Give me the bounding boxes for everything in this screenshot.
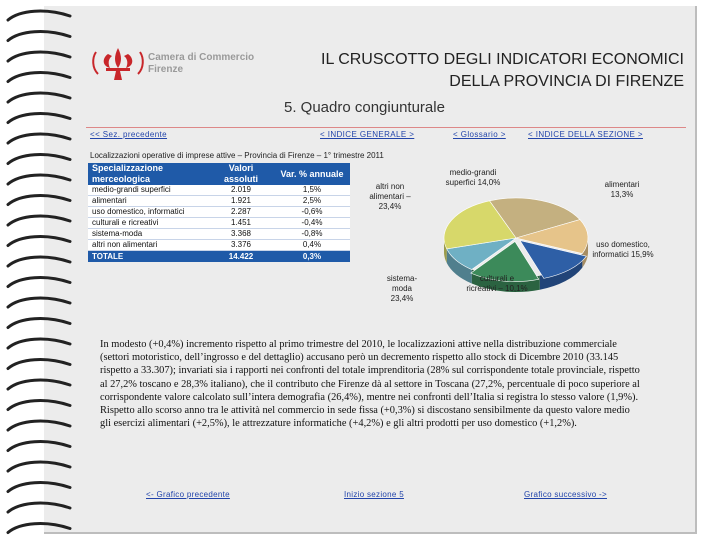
spiral-ring: [8, 257, 70, 266]
title-line2: DELLA PROVINCIA DI FIRENZE: [449, 73, 684, 90]
row-label: culturali e ricreativi: [88, 218, 208, 229]
row-change: 0,4%: [274, 240, 350, 251]
row-change: -0,4%: [274, 218, 350, 229]
row-value: 3.376: [208, 240, 274, 251]
general-index-link[interactable]: < INDICE GENERALE >: [320, 130, 415, 139]
table-caption: Localizzazioni operative di imprese attive – Provincia di Firenze – 1° trimestre 2011: [90, 151, 384, 160]
lily-logo-icon: [90, 44, 146, 82]
spiral-ring: [8, 401, 70, 410]
table-total-row: [88, 251, 350, 263]
spiral-ring: [8, 11, 70, 20]
section-index-link[interactable]: < INDICE DELLA SEZIONE >: [528, 130, 643, 139]
table-row: [88, 229, 350, 240]
label-moda: sistema-moda 23,4%: [386, 274, 418, 303]
spiral-ring: [8, 73, 70, 82]
row-value: 1.921: [208, 196, 274, 207]
table-header-row: [88, 163, 350, 185]
row-label: altri non alimentari: [88, 240, 208, 251]
label-alimentari: alimentari 13,3%: [604, 180, 640, 199]
title-line1: IL CRUSCOTTO DEGLI INDICATORI ECONOMICI: [321, 51, 684, 68]
row-label: alimentari: [88, 196, 208, 207]
section-start-link[interactable]: Inizio sezione 5: [344, 490, 404, 499]
logo-text: [148, 52, 254, 76]
row-change: 1,5%: [274, 185, 350, 196]
glossary-link[interactable]: < Glossario >: [453, 130, 506, 139]
page-title: [321, 49, 684, 93]
spiral-ring: [8, 339, 70, 348]
row-label: sistema-moda: [88, 229, 208, 240]
header-var: Var. % annuale: [274, 163, 350, 185]
row-value: 1.451: [208, 218, 274, 229]
commentary-paragraph: In modesto (+0,4%) incremento rispetto al primo trimestre del 2010, le localizzazioni attive nella distribuzione commerciale (settori motoristico, dell’ingrosso e del dettaglio) accusano però un decremento rispetto allo stock di Dicembre 2010 (33.145 rispetto a 33.307); invariati sia i rapporti nei confronti del totale imprenditoria (28% sul corrispondente totale provinciale, rispetto al 27,2% toscano e 28,3% italiano), che il contributo che Firenze dà al settore in Toscana (27,2%, percentuale di poco superiore al corrispondente valore calcolato sull’intera demografia (26,4%), mentre nei confronti dell’Italia si registra lo stesso valore (1,9%). Rispetto allo scorso anno tra le attività nel commercio in sede fissa (+0,3%) si discostano sensibilmente da questo valore medio gli esercizi alimentari (+2,5%), le attrezzature informatiche (+4,2%) e gli altri prodotti per uso domestico (+1,2%).: [100, 339, 640, 430]
spiral-ring: [8, 278, 70, 287]
row-change: 2,5%: [274, 196, 350, 207]
section-subtitle: 5. Quadro congiunturale: [284, 99, 445, 116]
total-label: TOTALE: [88, 251, 208, 263]
spiral-ring: [8, 319, 70, 328]
spiral-ring: [8, 298, 70, 307]
spiral-ring: [8, 442, 70, 451]
spiral-ring: [8, 360, 70, 369]
spiral-ring: [8, 196, 70, 205]
row-value: 2.019: [208, 185, 274, 196]
spiral-ring: [8, 421, 70, 430]
spiral-ring: [8, 503, 70, 512]
spiral-ring: [8, 134, 70, 143]
next-chart-link[interactable]: Grafico successivo ->: [524, 490, 607, 499]
table-row: [88, 240, 350, 251]
table-row: [88, 185, 350, 196]
total-value: 14.422: [208, 251, 274, 263]
pie-chart: [348, 168, 688, 318]
label-altri: altri non alimentari – 23,4%: [369, 182, 411, 211]
spiral-ring: [8, 524, 70, 533]
label-medio-grandi: medio-grandi superfici 14,0%: [445, 168, 501, 187]
spiral-ring: [8, 216, 70, 225]
spiral-ring: [8, 483, 70, 492]
logo-line1: Camera di Commercio: [148, 52, 255, 63]
label-culturali: culturali e ricreativi – 10,1%: [466, 274, 528, 293]
row-label: medio-grandi superfici: [88, 185, 208, 196]
spiral-binding: [0, 0, 80, 540]
spiral-ring: [8, 52, 70, 61]
spiral-ring: [8, 32, 70, 41]
header-divider: [86, 127, 686, 128]
spiral-ring: [8, 462, 70, 471]
spiral-ring: [8, 380, 70, 389]
total-change: 0,3%: [274, 251, 350, 263]
spiral-ring: [8, 237, 70, 246]
row-change: -0,6%: [274, 207, 350, 218]
spiral-ring: [8, 155, 70, 164]
header-specializzazione: Specializzazione merceologica: [88, 163, 208, 185]
table-row: [88, 218, 350, 229]
row-change: -0,8%: [274, 229, 350, 240]
label-uso-domestico: uso domestico, informatici 15,9%: [592, 240, 654, 259]
table-row: [88, 207, 350, 218]
spiral-ring: [8, 175, 70, 184]
prev-section-link[interactable]: << Sez. precedente: [90, 130, 168, 139]
spiral-ring: [8, 114, 70, 123]
table-row: [88, 196, 350, 207]
row-value: 3.368: [208, 229, 274, 240]
prev-chart-link[interactable]: <- Grafico precedente: [146, 490, 230, 499]
row-value: 2.287: [208, 207, 274, 218]
row-label: uso domestico, informatici: [88, 207, 208, 218]
data-table: [88, 163, 350, 262]
logo-line2: Firenze: [148, 64, 184, 75]
spiral-ring: [8, 93, 70, 102]
header-valori: Valori assoluti: [208, 163, 274, 185]
